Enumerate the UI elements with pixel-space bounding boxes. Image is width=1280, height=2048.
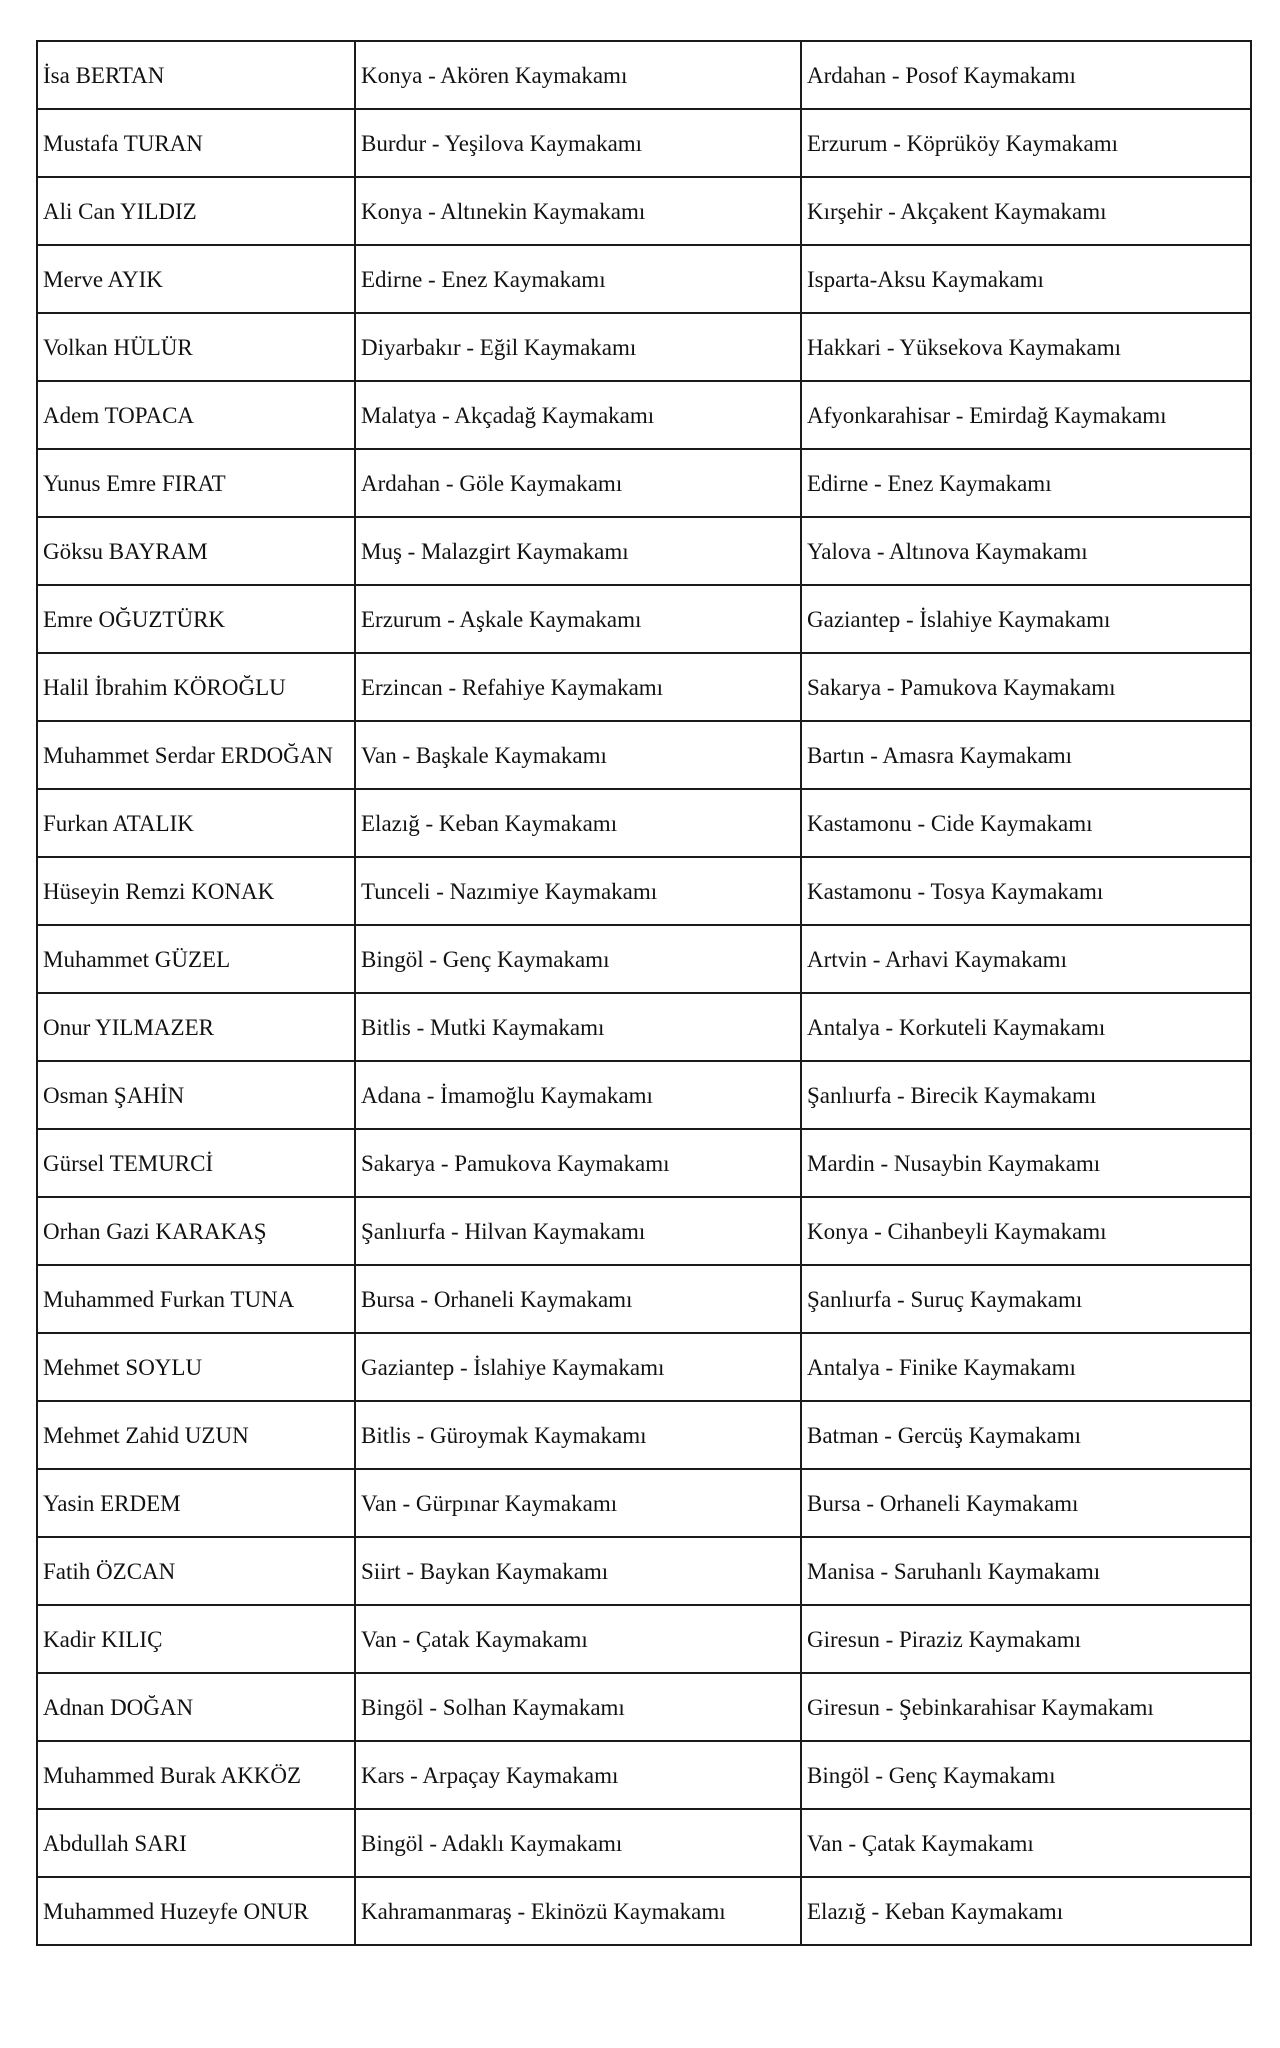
name-cell: Furkan ATALIK <box>37 789 355 857</box>
name-cell: Muhammed Burak AKKÖZ <box>37 1741 355 1809</box>
new-post-cell: Manisa - Saruhanlı Kaymakamı <box>801 1537 1251 1605</box>
appointment-table <box>36 40 1252 1946</box>
table-row <box>37 1809 1251 1877</box>
current-post-cell: Siirt - Baykan Kaymakamı <box>355 1537 801 1605</box>
table-row <box>37 857 1251 925</box>
new-post-cell: Ardahan - Posof Kaymakamı <box>801 41 1251 109</box>
name-cell: Yasin ERDEM <box>37 1469 355 1537</box>
document-page <box>36 40 1250 1946</box>
name-cell: Muhammet Serdar ERDOĞAN <box>37 721 355 789</box>
new-post-cell: Kastamonu - Cide Kaymakamı <box>801 789 1251 857</box>
current-post-cell: Burdur - Yeşilova Kaymakamı <box>355 109 801 177</box>
current-post-cell: Gaziantep - İslahiye Kaymakamı <box>355 1333 801 1401</box>
name-cell: Muhammed Huzeyfe ONUR <box>37 1877 355 1945</box>
name-cell: Mehmet SOYLU <box>37 1333 355 1401</box>
new-post-cell: Giresun - Piraziz Kaymakamı <box>801 1605 1251 1673</box>
new-post-cell: Antalya - Finike Kaymakamı <box>801 1333 1251 1401</box>
new-post-cell: Elazığ - Keban Kaymakamı <box>801 1877 1251 1945</box>
current-post-cell: Edirne - Enez Kaymakamı <box>355 245 801 313</box>
current-post-cell: Tunceli - Nazımiye Kaymakamı <box>355 857 801 925</box>
table-row <box>37 1265 1251 1333</box>
table-row <box>37 245 1251 313</box>
name-cell: Ali Can YILDIZ <box>37 177 355 245</box>
new-post-cell: Batman - Gercüş Kaymakamı <box>801 1401 1251 1469</box>
table-row <box>37 381 1251 449</box>
name-cell: Mustafa TURAN <box>37 109 355 177</box>
name-cell: Volkan HÜLÜR <box>37 313 355 381</box>
name-cell: Osman ŞAHİN <box>37 1061 355 1129</box>
new-post-cell: Bartın - Amasra Kaymakamı <box>801 721 1251 789</box>
new-post-cell: Şanlıurfa - Suruç Kaymakamı <box>801 1265 1251 1333</box>
name-cell: Merve AYIK <box>37 245 355 313</box>
table-row <box>37 993 1251 1061</box>
new-post-cell: Afyonkarahisar - Emirdağ Kaymakamı <box>801 381 1251 449</box>
name-cell: Kadir KILIÇ <box>37 1605 355 1673</box>
name-cell: Hüseyin Remzi KONAK <box>37 857 355 925</box>
new-post-cell: Bursa - Orhaneli Kaymakamı <box>801 1469 1251 1537</box>
current-post-cell: Konya - Akören Kaymakamı <box>355 41 801 109</box>
table-row <box>37 789 1251 857</box>
table-row <box>37 1401 1251 1469</box>
current-post-cell: Şanlıurfa - Hilvan Kaymakamı <box>355 1197 801 1265</box>
current-post-cell: Erzincan - Refahiye Kaymakamı <box>355 653 801 721</box>
name-cell: Onur YILMAZER <box>37 993 355 1061</box>
current-post-cell: Bingöl - Adaklı Kaymakamı <box>355 1809 801 1877</box>
table-row <box>37 1333 1251 1401</box>
new-post-cell: Hakkari - Yüksekova Kaymakamı <box>801 313 1251 381</box>
current-post-cell: Ardahan - Göle Kaymakamı <box>355 449 801 517</box>
current-post-cell: Bursa - Orhaneli Kaymakamı <box>355 1265 801 1333</box>
name-cell: Halil İbrahim KÖROĞLU <box>37 653 355 721</box>
name-cell: İsa BERTAN <box>37 41 355 109</box>
name-cell: Gürsel TEMURCİ <box>37 1129 355 1197</box>
name-cell: Muhammed Furkan TUNA <box>37 1265 355 1333</box>
current-post-cell: Bingöl - Genç Kaymakamı <box>355 925 801 993</box>
current-post-cell: Kahramanmaraş - Ekinözü Kaymakamı <box>355 1877 801 1945</box>
name-cell: Göksu BAYRAM <box>37 517 355 585</box>
current-post-cell: Adana - İmamoğlu Kaymakamı <box>355 1061 801 1129</box>
name-cell: Abdullah SARI <box>37 1809 355 1877</box>
table-row <box>37 1197 1251 1265</box>
table-row <box>37 925 1251 993</box>
current-post-cell: Bitlis - Güroymak Kaymakamı <box>355 1401 801 1469</box>
new-post-cell: Antalya - Korkuteli Kaymakamı <box>801 993 1251 1061</box>
name-cell: Orhan Gazi KARAKAŞ <box>37 1197 355 1265</box>
table-row <box>37 585 1251 653</box>
new-post-cell: Şanlıurfa - Birecik Kaymakamı <box>801 1061 1251 1129</box>
table-row <box>37 1741 1251 1809</box>
new-post-cell: Artvin - Arhavi Kaymakamı <box>801 925 1251 993</box>
current-post-cell: Van - Çatak Kaymakamı <box>355 1605 801 1673</box>
table-row <box>37 1537 1251 1605</box>
new-post-cell: Kırşehir - Akçakent Kaymakamı <box>801 177 1251 245</box>
current-post-cell: Sakarya - Pamukova Kaymakamı <box>355 1129 801 1197</box>
current-post-cell: Kars - Arpaçay Kaymakamı <box>355 1741 801 1809</box>
name-cell: Fatih ÖZCAN <box>37 1537 355 1605</box>
current-post-cell: Erzurum - Aşkale Kaymakamı <box>355 585 801 653</box>
new-post-cell: Van - Çatak Kaymakamı <box>801 1809 1251 1877</box>
name-cell: Adem TOPACA <box>37 381 355 449</box>
new-post-cell: Giresun - Şebinkarahisar Kaymakamı <box>801 1673 1251 1741</box>
table-row <box>37 313 1251 381</box>
new-post-cell: Konya - Cihanbeyli Kaymakamı <box>801 1197 1251 1265</box>
table-row <box>37 449 1251 517</box>
table-row <box>37 41 1251 109</box>
new-post-cell: Erzurum - Köprüköy Kaymakamı <box>801 109 1251 177</box>
table-row <box>37 1469 1251 1537</box>
table-row <box>37 109 1251 177</box>
current-post-cell: Bitlis - Mutki Kaymakamı <box>355 993 801 1061</box>
current-post-cell: Elazığ - Keban Kaymakamı <box>355 789 801 857</box>
table-row <box>37 1061 1251 1129</box>
name-cell: Yunus Emre FIRAT <box>37 449 355 517</box>
table-row <box>37 1877 1251 1945</box>
name-cell: Adnan DOĞAN <box>37 1673 355 1741</box>
current-post-cell: Van - Gürpınar Kaymakamı <box>355 1469 801 1537</box>
table-row <box>37 1129 1251 1197</box>
new-post-cell: Isparta-Aksu Kaymakamı <box>801 245 1251 313</box>
name-cell: Muhammet GÜZEL <box>37 925 355 993</box>
table-row <box>37 1605 1251 1673</box>
current-post-cell: Van - Başkale Kaymakamı <box>355 721 801 789</box>
new-post-cell: Mardin - Nusaybin Kaymakamı <box>801 1129 1251 1197</box>
current-post-cell: Bingöl - Solhan Kaymakamı <box>355 1673 801 1741</box>
table-body <box>37 41 1251 1945</box>
new-post-cell: Gaziantep - İslahiye Kaymakamı <box>801 585 1251 653</box>
table-row <box>37 517 1251 585</box>
name-cell: Emre OĞUZTÜRK <box>37 585 355 653</box>
current-post-cell: Malatya - Akçadağ Kaymakamı <box>355 381 801 449</box>
new-post-cell: Kastamonu - Tosya Kaymakamı <box>801 857 1251 925</box>
current-post-cell: Konya - Altınekin Kaymakamı <box>355 177 801 245</box>
table-row <box>37 721 1251 789</box>
name-cell: Mehmet Zahid UZUN <box>37 1401 355 1469</box>
new-post-cell: Sakarya - Pamukova Kaymakamı <box>801 653 1251 721</box>
current-post-cell: Muş - Malazgirt Kaymakamı <box>355 517 801 585</box>
new-post-cell: Yalova - Altınova Kaymakamı <box>801 517 1251 585</box>
new-post-cell: Bingöl - Genç Kaymakamı <box>801 1741 1251 1809</box>
table-row <box>37 177 1251 245</box>
new-post-cell: Edirne - Enez Kaymakamı <box>801 449 1251 517</box>
current-post-cell: Diyarbakır - Eğil Kaymakamı <box>355 313 801 381</box>
table-row <box>37 653 1251 721</box>
table-row <box>37 1673 1251 1741</box>
